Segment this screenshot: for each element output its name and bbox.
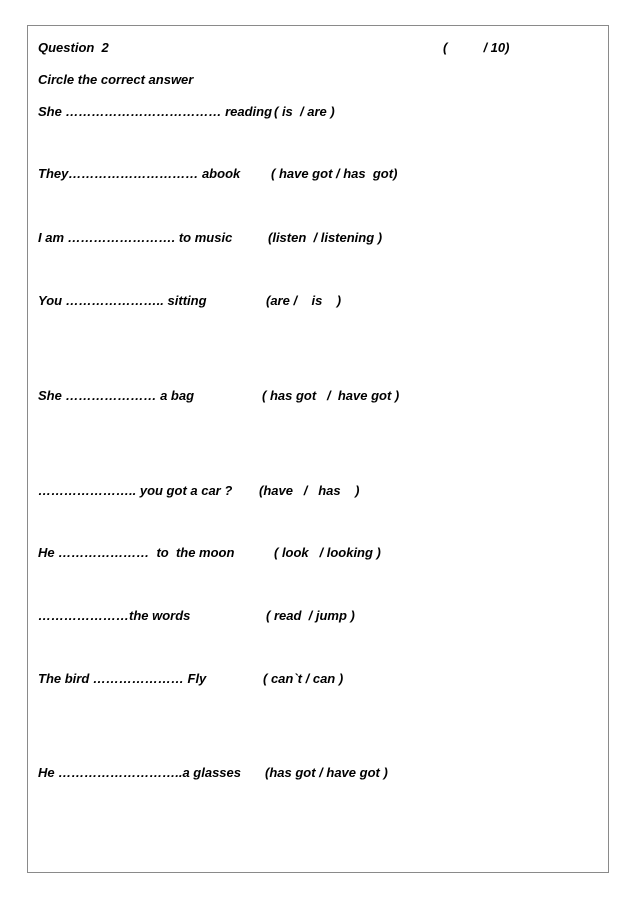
instruction-text: Circle the correct answer — [38, 72, 194, 87]
question-sentence: She ………………… a bag — [38, 388, 195, 403]
question-sentence: ………………….. you got a car ? — [38, 483, 233, 498]
worksheet-border — [27, 25, 609, 873]
question-sentence: He ………………………..a glasses — [38, 765, 241, 780]
question-sentence: He ………………… to the moon — [38, 545, 235, 560]
question-sentence: You ………………….. sitting — [38, 293, 207, 308]
score-box: ( / 10) — [443, 40, 510, 55]
answer-options: ( look / looking ) — [274, 545, 381, 560]
question-sentence: I am ……………………. to music — [38, 230, 233, 245]
question-sentence: They………………………… abook — [38, 166, 241, 181]
answer-options: ( has got / have got ) — [262, 388, 400, 403]
answer-options: (listen / listening ) — [268, 230, 383, 245]
answer-options: (have / has ) — [259, 483, 360, 498]
answer-options: ( is / are ) — [274, 104, 335, 119]
answer-options: ( read / jump ) — [266, 608, 355, 623]
answer-options: (are / is ) — [266, 293, 342, 308]
answer-options: ( can`t / can ) — [263, 671, 344, 686]
answer-options: (has got / have got ) — [265, 765, 388, 780]
answer-options: ( have got / has got) — [271, 166, 398, 181]
question-title: Question 2 — [38, 40, 109, 55]
question-sentence: …………………the words — [38, 608, 191, 623]
question-sentence: She ……………………………… reading — [38, 104, 273, 119]
question-sentence: The bird ………………… Fly — [38, 671, 207, 686]
